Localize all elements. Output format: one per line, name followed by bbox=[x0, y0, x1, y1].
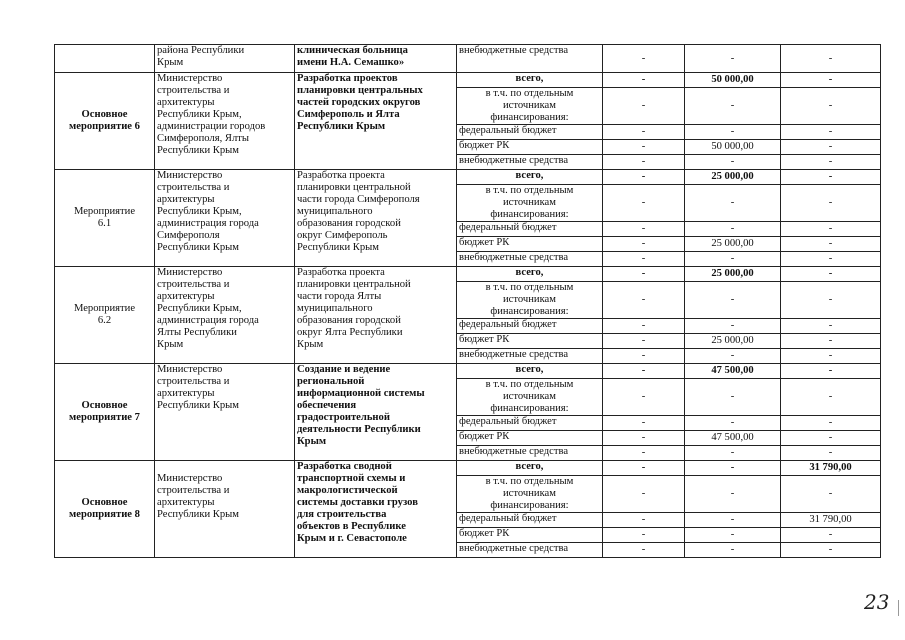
value-year-3: - bbox=[781, 170, 881, 185]
value-year-2: - bbox=[685, 222, 781, 237]
measure-executor: Министерство строительства и архитектуры Республики Крым, администрация города Ялты Республики Крым bbox=[155, 267, 295, 364]
value-year-3: - bbox=[781, 431, 881, 446]
measure-label: Мероприятие 6.1 bbox=[55, 170, 155, 267]
value-year-2: - bbox=[685, 379, 781, 416]
funding-source: бюджет РК bbox=[457, 334, 603, 349]
value-year-2: 25 000,00 bbox=[685, 334, 781, 349]
value-year-2: - bbox=[685, 319, 781, 334]
value-year-3: - bbox=[781, 237, 881, 252]
value-year-1: - bbox=[603, 237, 685, 252]
funding-source: бюджет РК bbox=[457, 237, 603, 252]
value-year-1: - bbox=[603, 476, 685, 513]
measure-title: Разработка сводной транспортной схемы и макрологистической системы доставки грузов для строительства объектов в Республике Крым и г. Севастополе bbox=[295, 461, 457, 558]
measure-title: Создание и ведение региональной информационной системы обеспечения градостроительной деятельности Республики Крым bbox=[295, 364, 457, 461]
funding-source: федеральный бюджет bbox=[457, 513, 603, 528]
measure-title: Разработка проекта планировки центральной части города Симферополя муниципального образования городской округ Симферополь Республики Крым bbox=[295, 170, 457, 267]
value-year-1: - bbox=[603, 543, 685, 558]
value-year-3: - bbox=[781, 334, 881, 349]
funding-source: внебюджетные средства bbox=[457, 446, 603, 461]
funding-source: федеральный бюджет bbox=[457, 125, 603, 140]
funding-source: федеральный бюджет bbox=[457, 222, 603, 237]
value-year-1: - bbox=[603, 416, 685, 431]
value-year-3: - bbox=[781, 185, 881, 222]
value-year-1: - bbox=[603, 88, 685, 125]
value-year-1: - bbox=[603, 364, 685, 379]
value-year-3: - bbox=[781, 543, 881, 558]
value-year-1: - bbox=[603, 282, 685, 319]
value-year-2: - bbox=[685, 349, 781, 364]
value-year-3: 31 790,00 bbox=[781, 461, 881, 476]
measure-title: Разработка проектов планировки центральных частей городских округов Симферополь и Ялта Республики Крым bbox=[295, 73, 457, 170]
funding-table-body bbox=[55, 45, 881, 558]
value-year-1: - bbox=[603, 349, 685, 364]
value-year-1: - bbox=[603, 140, 685, 155]
table-row bbox=[55, 364, 881, 379]
value-year-3: - bbox=[781, 416, 881, 431]
table-row bbox=[55, 461, 881, 476]
funding-source: в т.ч. по отдельным источникам финансирования: bbox=[457, 185, 603, 222]
value-year-1: - bbox=[603, 170, 685, 185]
value-year-3: - bbox=[781, 349, 881, 364]
funding-source: в т.ч. по отдельным источникам финансирования: bbox=[457, 476, 603, 513]
value-year-1: - bbox=[603, 267, 685, 282]
value-year-3: - bbox=[781, 379, 881, 416]
value-year-2: 25 000,00 bbox=[685, 237, 781, 252]
continuation-value-1: - bbox=[603, 45, 685, 73]
value-year-1: - bbox=[603, 185, 685, 222]
value-year-2: 50 000,00 bbox=[685, 73, 781, 88]
value-year-2: - bbox=[685, 543, 781, 558]
funding-source: в т.ч. по отдельным источникам финансирования: bbox=[457, 379, 603, 416]
funding-source: федеральный бюджет bbox=[457, 319, 603, 334]
value-year-1: - bbox=[603, 155, 685, 170]
value-year-1: - bbox=[603, 334, 685, 349]
measure-label: Мероприятие 6.2 bbox=[55, 267, 155, 364]
value-year-3: - bbox=[781, 125, 881, 140]
funding-source: всего, bbox=[457, 73, 603, 88]
page-number: 23 bbox=[864, 590, 890, 614]
measure-executor: Министерство строительства и архитектуры Республики Крым bbox=[155, 461, 295, 558]
value-year-1: - bbox=[603, 252, 685, 267]
value-year-2: - bbox=[685, 88, 781, 125]
value-year-3: - bbox=[781, 476, 881, 513]
measure-label: Основное мероприятие 7 bbox=[55, 364, 155, 461]
scan-edge-mark bbox=[898, 600, 899, 616]
funding-source: внебюджетные средства bbox=[457, 349, 603, 364]
funding-source: бюджет РК bbox=[457, 140, 603, 155]
table-row bbox=[55, 73, 881, 88]
value-year-1: - bbox=[603, 125, 685, 140]
value-year-2: - bbox=[685, 528, 781, 543]
measure-label: Основное мероприятие 6 bbox=[55, 73, 155, 170]
value-year-2: 50 000,00 bbox=[685, 140, 781, 155]
value-year-3: - bbox=[781, 140, 881, 155]
value-year-1: - bbox=[603, 379, 685, 416]
funding-table bbox=[54, 44, 881, 558]
value-year-1: - bbox=[603, 528, 685, 543]
funding-source: бюджет РК bbox=[457, 431, 603, 446]
value-year-2: - bbox=[685, 476, 781, 513]
value-year-2: - bbox=[685, 155, 781, 170]
value-year-2: - bbox=[685, 252, 781, 267]
value-year-3: - bbox=[781, 364, 881, 379]
value-year-3: - bbox=[781, 319, 881, 334]
funding-source: всего, bbox=[457, 267, 603, 282]
funding-source: внебюджетные средства bbox=[457, 155, 603, 170]
value-year-3: - bbox=[781, 446, 881, 461]
continuation-executor: района Республики Крым bbox=[155, 45, 295, 73]
value-year-1: - bbox=[603, 222, 685, 237]
value-year-2: - bbox=[685, 185, 781, 222]
value-year-2: 25 000,00 bbox=[685, 170, 781, 185]
continuation-value-3: - bbox=[781, 45, 881, 73]
value-year-2: 47 500,00 bbox=[685, 364, 781, 379]
measure-executor: Министерство строительства и архитектуры Республики Крым bbox=[155, 364, 295, 461]
value-year-2: - bbox=[685, 125, 781, 140]
funding-source: внебюджетные средства bbox=[457, 252, 603, 267]
continuation-value-2: - bbox=[685, 45, 781, 73]
continuation-title: клиническая больница имени Н.А. Семашко» bbox=[295, 45, 457, 73]
value-year-2: - bbox=[685, 446, 781, 461]
continuation-row bbox=[55, 45, 881, 73]
continuation-label-cell bbox=[55, 45, 155, 73]
value-year-3: 31 790,00 bbox=[781, 513, 881, 528]
value-year-3: - bbox=[781, 73, 881, 88]
funding-source: в т.ч. по отдельным источникам финансирования: bbox=[457, 282, 603, 319]
value-year-2: - bbox=[685, 513, 781, 528]
funding-source: в т.ч. по отдельным источникам финансирования: bbox=[457, 88, 603, 125]
measure-label: Основное мероприятие 8 bbox=[55, 461, 155, 558]
value-year-1: - bbox=[603, 73, 685, 88]
value-year-2: 25 000,00 bbox=[685, 267, 781, 282]
funding-source: всего, bbox=[457, 364, 603, 379]
funding-source: бюджет РК bbox=[457, 528, 603, 543]
value-year-3: - bbox=[781, 252, 881, 267]
funding-source: всего, bbox=[457, 461, 603, 476]
value-year-3: - bbox=[781, 88, 881, 125]
value-year-3: - bbox=[781, 155, 881, 170]
value-year-3: - bbox=[781, 222, 881, 237]
funding-source: всего, bbox=[457, 170, 603, 185]
continuation-source: внебюджетные средства bbox=[457, 45, 603, 73]
value-year-2: - bbox=[685, 416, 781, 431]
value-year-2: - bbox=[685, 461, 781, 476]
value-year-3: - bbox=[781, 267, 881, 282]
funding-source: федеральный бюджет bbox=[457, 416, 603, 431]
value-year-3: - bbox=[781, 282, 881, 319]
value-year-3: - bbox=[781, 528, 881, 543]
table-row bbox=[55, 267, 881, 282]
value-year-1: - bbox=[603, 446, 685, 461]
value-year-1: - bbox=[603, 431, 685, 446]
measure-executor: Министерство строительства и архитектуры Республики Крым, администрации городов Симферополя, Ялты Республики Крым bbox=[155, 73, 295, 170]
funding-source: внебюджетные средства bbox=[457, 543, 603, 558]
value-year-1: - bbox=[603, 319, 685, 334]
measure-title: Разработка проекта планировки центральной части города Ялты муниципального образования городской округ Ялта Республики Крым bbox=[295, 267, 457, 364]
table-row bbox=[55, 170, 881, 185]
value-year-1: - bbox=[603, 461, 685, 476]
value-year-2: 47 500,00 bbox=[685, 431, 781, 446]
value-year-2: - bbox=[685, 282, 781, 319]
value-year-1: - bbox=[603, 513, 685, 528]
measure-executor: Министерство строительства и архитектуры Республики Крым, администрация города Симферополя Республики Крым bbox=[155, 170, 295, 267]
